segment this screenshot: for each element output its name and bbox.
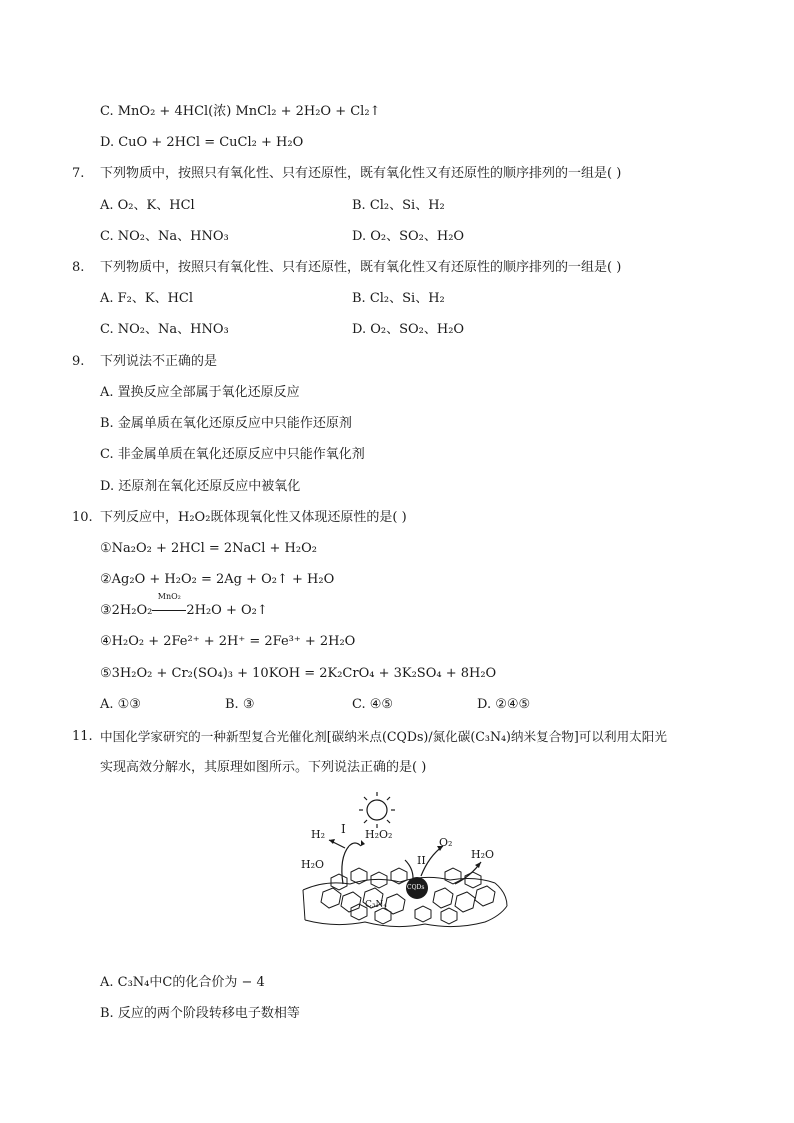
q7-option-c: C. NO₂、Na、HNO₃: [100, 229, 229, 244]
q7-option-b: B. Cl₂、Si、H₂: [352, 198, 445, 213]
q11-stem-line-2: 实现高效分解水，其原理如图所示。下列说法正确的是( ): [100, 760, 427, 775]
label-h2o-left: H₂O: [301, 858, 325, 871]
q10-option-b: B. ③: [225, 697, 255, 712]
label-cqds: CQDs: [407, 884, 425, 891]
q10-reaction-2: ②Ag₂O + H₂O₂ = 2Ag + O₂↑ + H₂O: [100, 572, 335, 587]
q10-option-a: A. ①③: [100, 697, 141, 712]
q11-option-a: A. C₃N₄中C的化合价为 − 4: [100, 975, 265, 990]
label-o2: O₂: [439, 836, 453, 849]
q6-option-c: C. MnO₂ + 4HCl(浓) MnCl₂ + 2H₂O + Cl₂↑: [100, 104, 381, 119]
q10-reaction-3-catalyst: MnO₂: [157, 592, 181, 601]
q9-option-c: C. 非金属单质在氧化还原反应中只能作氧化剂: [100, 447, 365, 462]
q9-number: 9.: [72, 354, 85, 369]
q11-stem-line-1: 中国化学家研究的一种新型复合光催化剂[碳纳米点(CQDs)/氮化碳(C₃N₄)纳米复合物]可以利用太阳光: [100, 729, 667, 744]
q8-option-c: C. NO₂、Na、HNO₃: [100, 322, 229, 337]
q10-reaction-1: ①Na₂O₂ + 2HCl = 2NaCl + H₂O₂: [100, 541, 317, 556]
label-stage-1: I: [341, 822, 346, 836]
q10-stem: 下列反应中，H₂O₂既体现氧化性又体现还原性的是( ): [100, 510, 407, 525]
q7-option-d: D. O₂、SO₂、H₂O: [352, 229, 465, 244]
q10-reaction-3-reactant: ③2H₂O₂: [100, 603, 153, 618]
q10-reaction-3-products: 2H₂O + O₂↑: [186, 603, 268, 618]
c3n4-sheet: [303, 868, 507, 927]
q9-option-b: B. 金属单质在氧化还原反应中只能作还原剂: [100, 416, 352, 431]
q9-option-d: D. 还原剂在氧化还原反应中被氧化: [100, 479, 301, 494]
q8-option-d: D. O₂、SO₂、H₂O: [352, 322, 465, 337]
arrow-stage-1-in: [342, 846, 349, 884]
q10-option-d: D. ②④⑤: [477, 697, 531, 712]
label-h2o-right: H₂O: [471, 848, 495, 861]
sun-icon: [359, 792, 395, 828]
label-stage-2: II: [417, 854, 426, 867]
q9-stem: 下列说法不正确的是: [100, 354, 218, 369]
q9-option-a: A. 置换反应全部属于氧化还原反应: [100, 385, 300, 400]
q10-reaction-5: ⑤3H₂O₂ + Cr₂(SO₄)₃ + 10KOH = 2K₂CrO₄ + 3K₂SO₄ + 8H₂O: [100, 666, 497, 681]
q8-stem: 下列物质中，按照只有氧化性、只有还原性，既有氧化性又有还原性的顺序排列的一组是( ): [100, 260, 622, 275]
q7-option-a: A. O₂、K、HCl: [100, 198, 195, 213]
q10-reaction-3: [100, 592, 268, 621]
q6-option-d: D. CuO + 2HCl = CuCl₂ + H₂O: [100, 135, 304, 150]
q10-number: 10.: [72, 510, 93, 525]
q7-number: 7.: [72, 166, 85, 181]
q8-option-b: B. Cl₂、Si、H₂: [352, 291, 445, 306]
q8-option-a: A. F₂、K、HCl: [100, 291, 194, 306]
q10-reaction-3-arrow: [152, 592, 186, 621]
label-c3n4: C₃N₄: [365, 900, 387, 910]
label-h2o2: H₂O₂: [365, 828, 393, 841]
q8-number: 8.: [72, 260, 85, 275]
arrow-stage-1-h2o2: [349, 843, 361, 846]
q10-option-c: C. ④⑤: [352, 697, 394, 712]
arrow-h2o2-to-cqds: [405, 860, 413, 878]
q11-option-b: B. 反应的两个阶段转移电子数相等: [100, 1006, 300, 1021]
q7-stem: 下列物质中，按照只有氧化性、只有还原性，既有氧化性又有还原性的顺序排列的一组是( ): [100, 166, 622, 181]
q11-number: 11.: [72, 729, 93, 744]
photocatalyst-diagram: [295, 788, 520, 933]
label-h2: H₂: [311, 828, 326, 841]
q10-reaction-4: ④H₂O₂ + 2Fe²⁺ + 2H⁺ = 2Fe³⁺ + 2H₂O: [100, 634, 356, 649]
